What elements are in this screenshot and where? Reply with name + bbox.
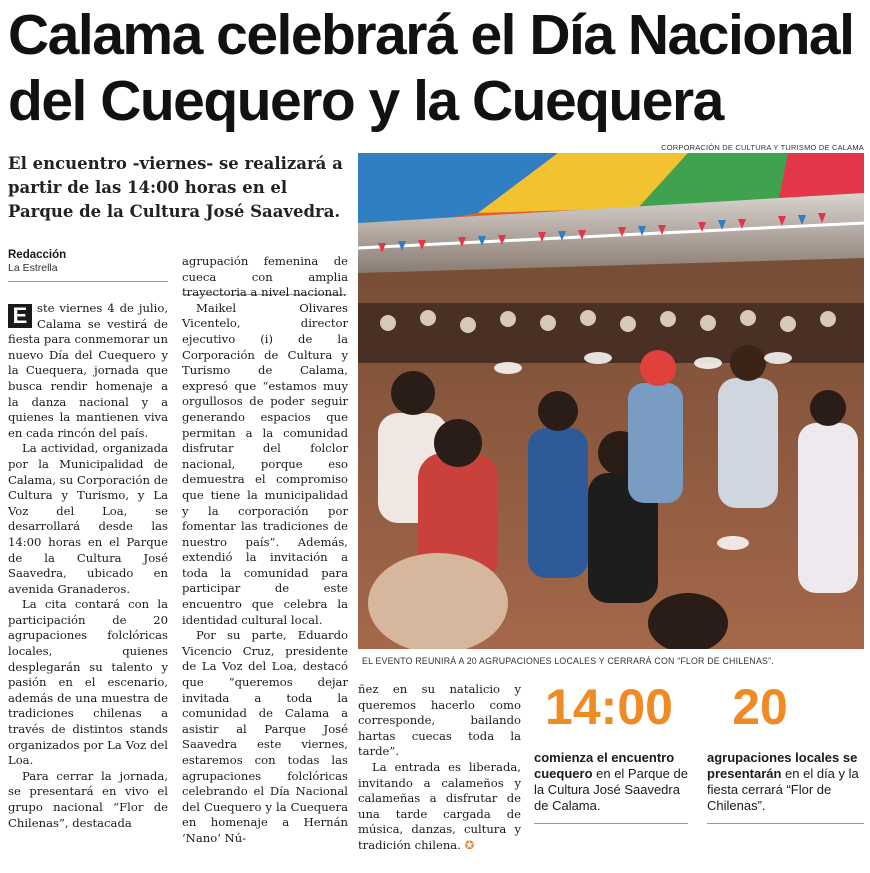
article-paragraph: Para cerrar la jornada, se presentará en vivo el grupo nacional “Flor de Chilenas”, destacada (8, 768, 168, 830)
headline-line-1: Calama celebrará el Día Nacional (8, 3, 854, 67)
article-column-1 (8, 301, 168, 831)
article-paragraph: E ste viernes 4 de julio, Calama se vestirá de fiesta para conmemorar un nuevo Día del Cuequero y la Cuequera, jornada que busca rendir homenaje a la danza nacional y a quienes la mantienen viva en cada rincón del país. (8, 301, 168, 440)
article-paragraph: agrupación femenina de cueca con amplia trayectoria a nivel nacional. (182, 254, 348, 300)
fact-description-time: comienza el encuentro cuequero en el Parque de la Cultura José Saavedra de Calama. (534, 750, 688, 813)
drop-cap: E (8, 304, 32, 328)
article-paragraph: Maikel Olivares Vicentelo, director ejecutivo (i) de la Corporación de Cultura y Turismo de Calama, expresó que “estamos muy orgullosos de poder seguir generando espacios que permitan a la comunidad disfrutar del folclor nacional, porque eso demuestra el compromiso que tiene la municipalidad y la corporación por fomentar las tradiciones de nuestro país”. Además, extendió la invitación a toda la comunidad para participar de este encuentro que celebra la identidad cultural local. (182, 300, 348, 627)
fact-number-groups: 20 (732, 679, 788, 735)
article-paragraph: La entrada es liberada, invitando a calameños y calameñas a disfrutar de una tarde cargada de música, danzas, cultura y tradición chilena. ✪ (358, 759, 521, 852)
byline (8, 249, 66, 274)
photo-credit: CORPORACIÓN DE CULTURA Y TURISMO DE CALAMA (661, 143, 864, 152)
headline-line-2: del Cuequero y la Cuequera (8, 69, 723, 133)
article-paragraph: La cita contará con la participación de 20 agrupaciones folclóricas locales, quienes desplegarán su talento y pasión en el escenario, además de una muestra de tradiciones chilenas a través de distintos stands organizados por La Voz del Loa. (8, 597, 168, 768)
headline (8, 2, 868, 134)
article-column-3 (358, 682, 521, 854)
article-paragraph: ñez en su natalicio y queremos hacerlo como corresponde, bailando hartas cuecas toda la tarde”. (358, 682, 521, 759)
byline-author: Redacción (8, 249, 67, 261)
fact-divider (534, 823, 688, 824)
fact-description-groups: agrupaciones locales se presentarán en el día y la fiesta cerrará “Flor de Chilenas”. (707, 750, 859, 813)
event-photo (358, 153, 864, 649)
fact-number-time: 14:00 (545, 679, 673, 735)
byline-divider (8, 281, 168, 282)
article-column-2 (182, 254, 348, 847)
fact-divider (707, 823, 864, 824)
article-paragraph: La actividad, organizada por la Municipalidad de Calama, su Corporación de Cultura y Turismo, y La Voz del Loa, se desarrollará desde las 14:00 horas en el Parque de la Cultura José Saavedra, ubicado en avenida Granaderos. (8, 441, 168, 596)
article-paragraph: Por su parte, Eduardo Vicencio Cruz, presidente de La Voz del Loa, destacó que “queremos dejar invitada a toda la comunidad de Calama a asistir al Parque José Saavedra este viernes, estaremos con todas las agrupaciones folclóricas celebrando el Día Nacional del Cuequero y la Cuequera en homenaje a Hernán ‘Nano’ Nú- (182, 628, 348, 845)
end-of-article-icon: ✪ (464, 837, 475, 852)
subhead: El encuentro -viernes- se realizará a partir de las 14:00 horas en el Parque de la Cultura José Saavedra. (8, 154, 343, 221)
byline-outlet: La Estrella (8, 262, 58, 274)
photo-caption: EL EVENTO REUNIRÁ A 20 AGRUPACIONES LOCALES Y CERRARÁ CON “FLOR DE CHILENAS”. (362, 656, 774, 666)
